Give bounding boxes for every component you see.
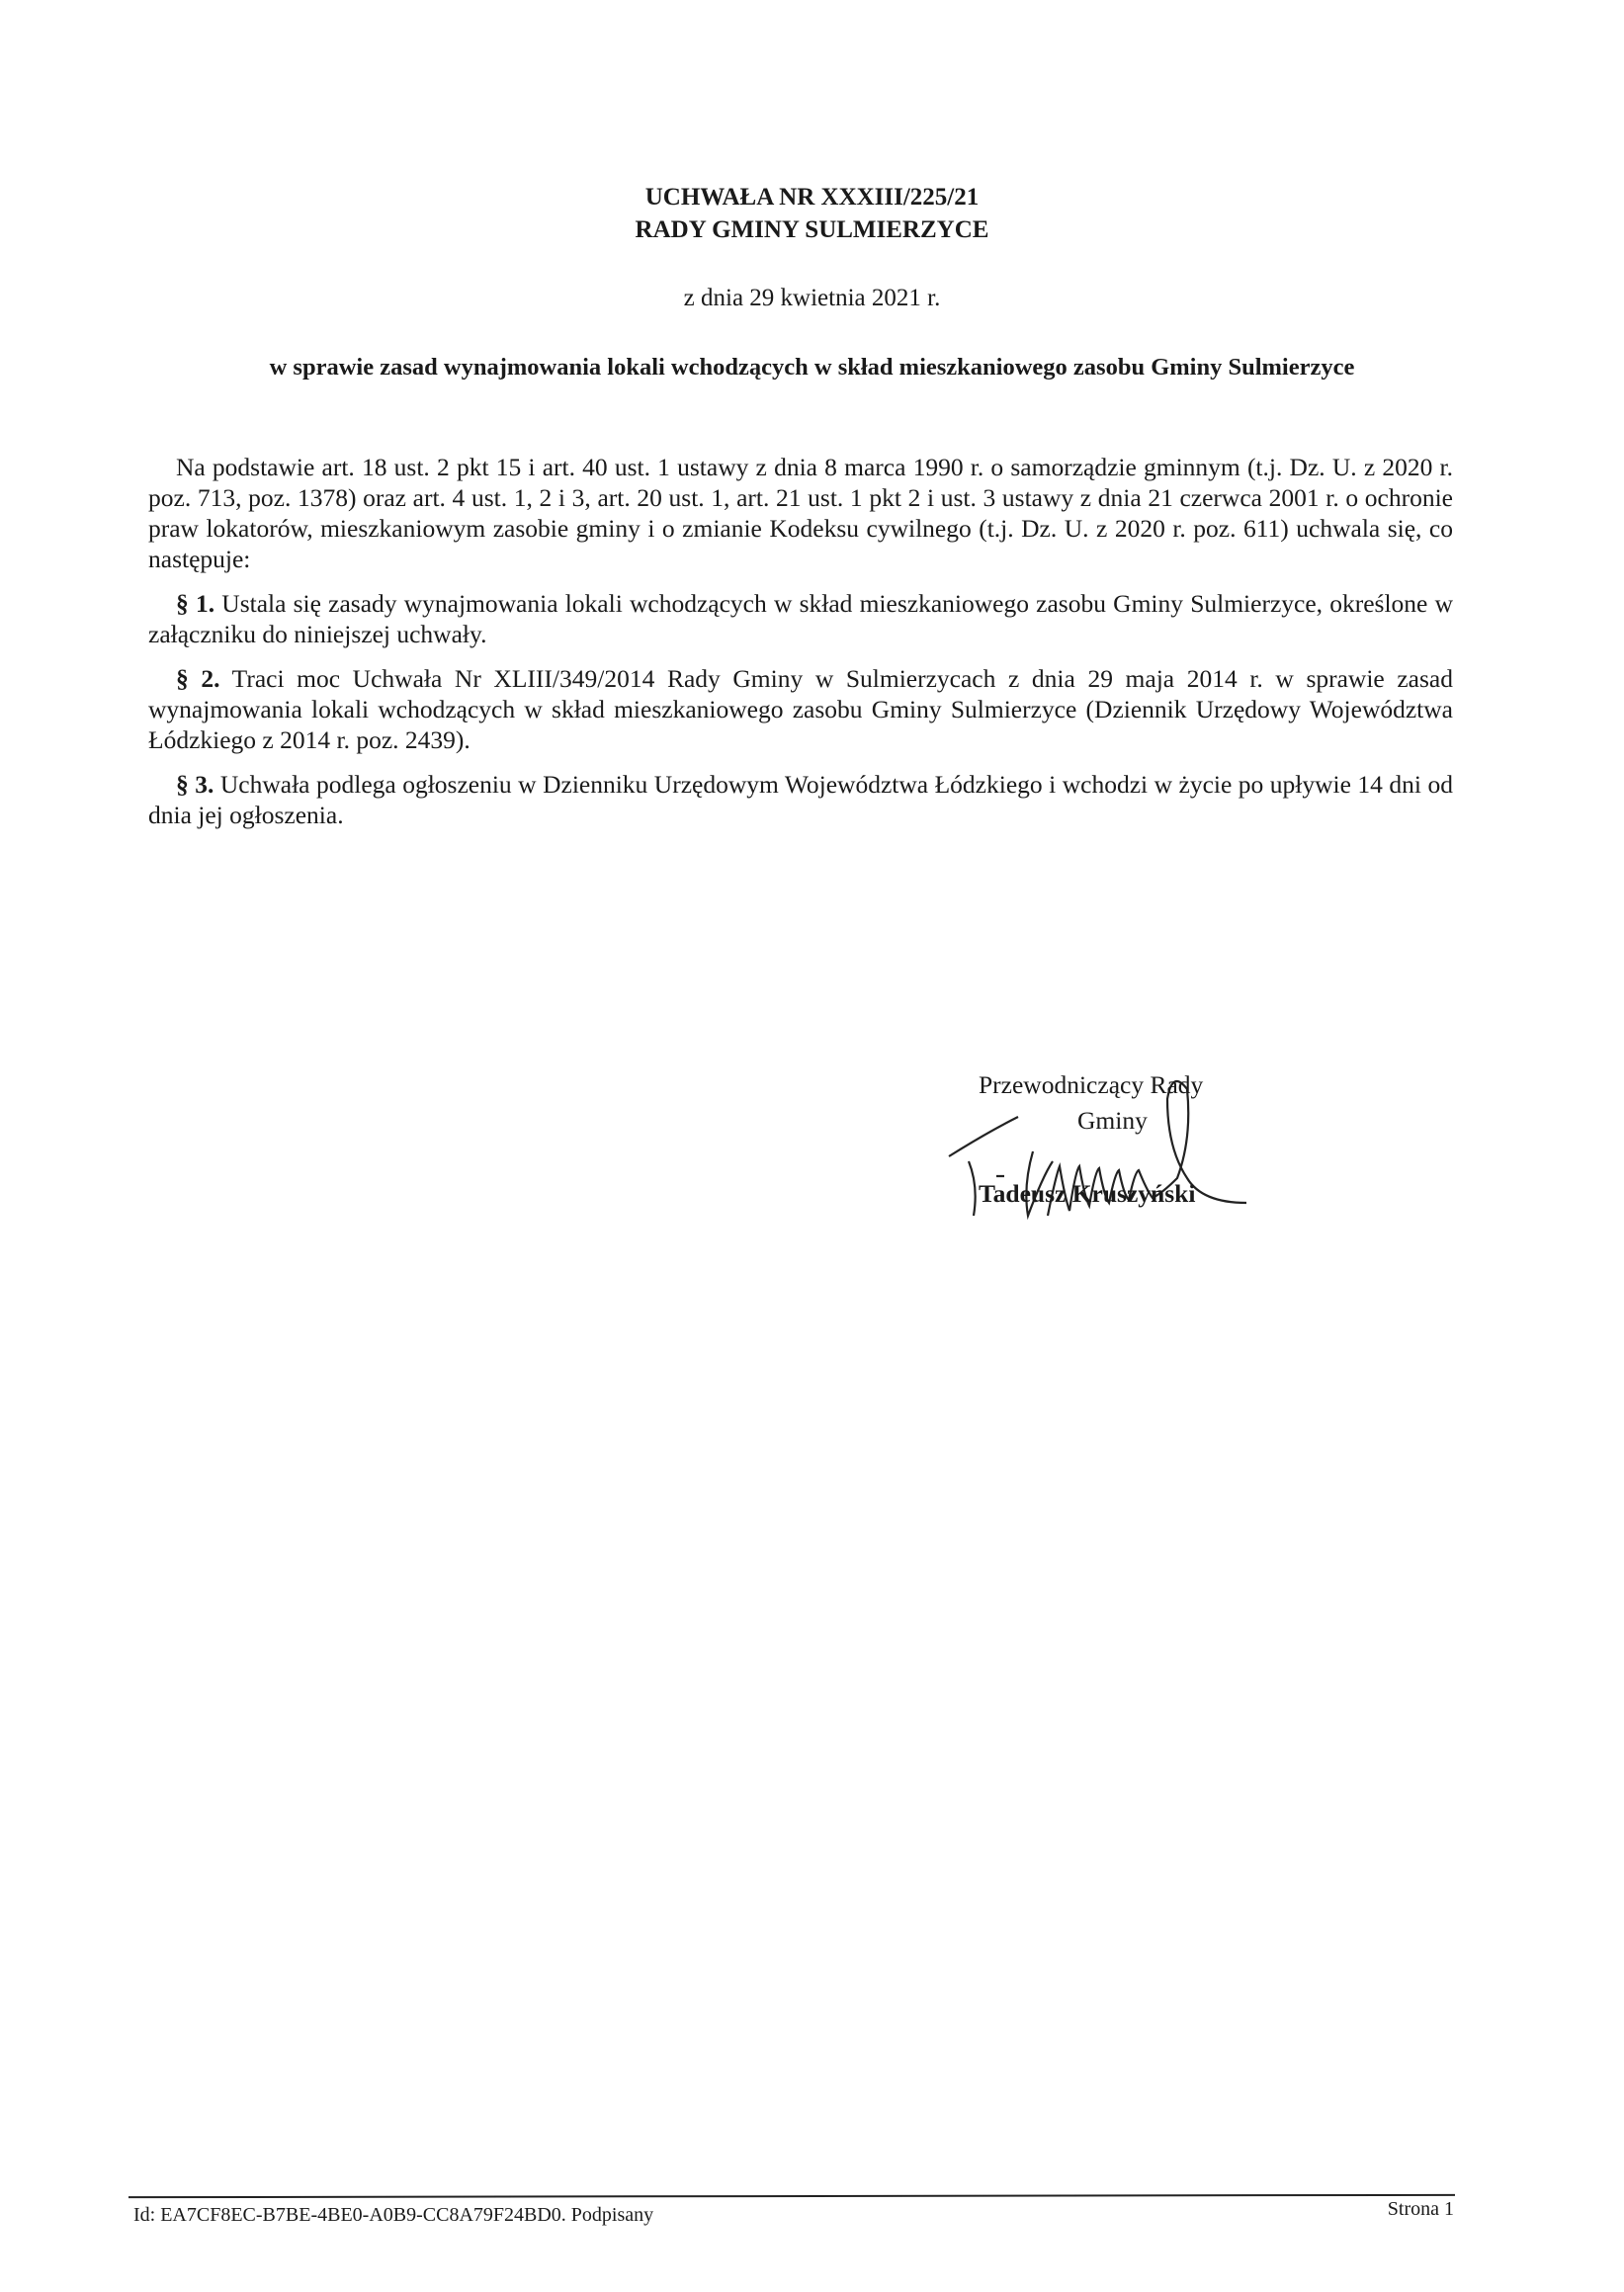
section-number: § 1. (176, 589, 215, 618)
section-text: Traci moc Uchwała Nr XLIII/349/2014 Rady Gminy w Sulmierzycach z dnia 29 maja 2014 r. w sprawie zasad wynajmowania lokali wchodzących w skład mieszkaniowego zasobu Gminy Sulmierzyce (Dziennik Urzędowy Województwa Łódzkiego z 2014 r. poz. 2439). (148, 664, 1453, 754)
resolution-title (0, 181, 1624, 246)
section-number: § 3. (176, 770, 214, 799)
section-text: Ustala się zasady wynajmowania lokali wchodzących w skład mieszkaniowego zasobu Gminy Sulmierzyce, określone w załączniku do niniejszej uchwały. (148, 589, 1453, 648)
preamble: Na podstawie art. 18 ust. 2 pkt 15 i art. 40 ust. 1 ustawy z dnia 8 marca 1990 r. o samorządzie gminnym (t.j. Dz. U. z 2020 r. poz. 713, poz. 1378) oraz art. 4 ust. 1, 2 i 3, art. 20 ust. 1, art. 21 ust. 1 pkt 2 i ust. 3 ustawy z dnia 21 czerwca 2001 r. o ochronie praw lokatorów, mieszkaniowym zasobie gminy i o zmianie Kodeksu cywilnego (t.j. Dz. U. z 2020 r. poz. 611) uchwala się, co następuje: (148, 453, 1453, 573)
section-1 (148, 588, 1453, 649)
section-number: § 2. (176, 664, 220, 693)
footer-divider (128, 2194, 1455, 2198)
signature-block (979, 1067, 1203, 1212)
section-text: Uchwała podlega ogłoszeniu w Dzienniku Urzędowym Województwa Łódzkiego i wchodzi w życie po upływie 14 dni od dnia jej ogłoszenia. (148, 770, 1454, 829)
section-3 (148, 769, 1453, 830)
title-line-1: UCHWAŁA NR XXXIII/225/21 (644, 184, 980, 211)
resolution-subject: w sprawie zasad wynajmowania lokali wchodzących w skład mieszkaniowego zasobu Gminy Sulmierzyce (269, 354, 1355, 381)
title-line-2: RADY GMINY SULMIERZYCE (635, 216, 989, 243)
section-2 (148, 663, 1453, 755)
document-id: Id: EA7CF8EC-B7BE-4BE0-A0B9-CC8A79F24BD0. Podpisany (133, 2204, 654, 2226)
resolution-date: z dnia 29 kwietnia 2021 r. (683, 285, 941, 311)
resolution-body (148, 452, 1453, 844)
page-number: Strona 1 (1387, 2198, 1454, 2220)
signer-role-line-2: Gminy (1077, 1106, 1148, 1135)
signer-role-line-1: Przewodniczący Rady (979, 1070, 1204, 1099)
signer-name: Tadeusz Kruszyński (979, 1179, 1196, 1208)
